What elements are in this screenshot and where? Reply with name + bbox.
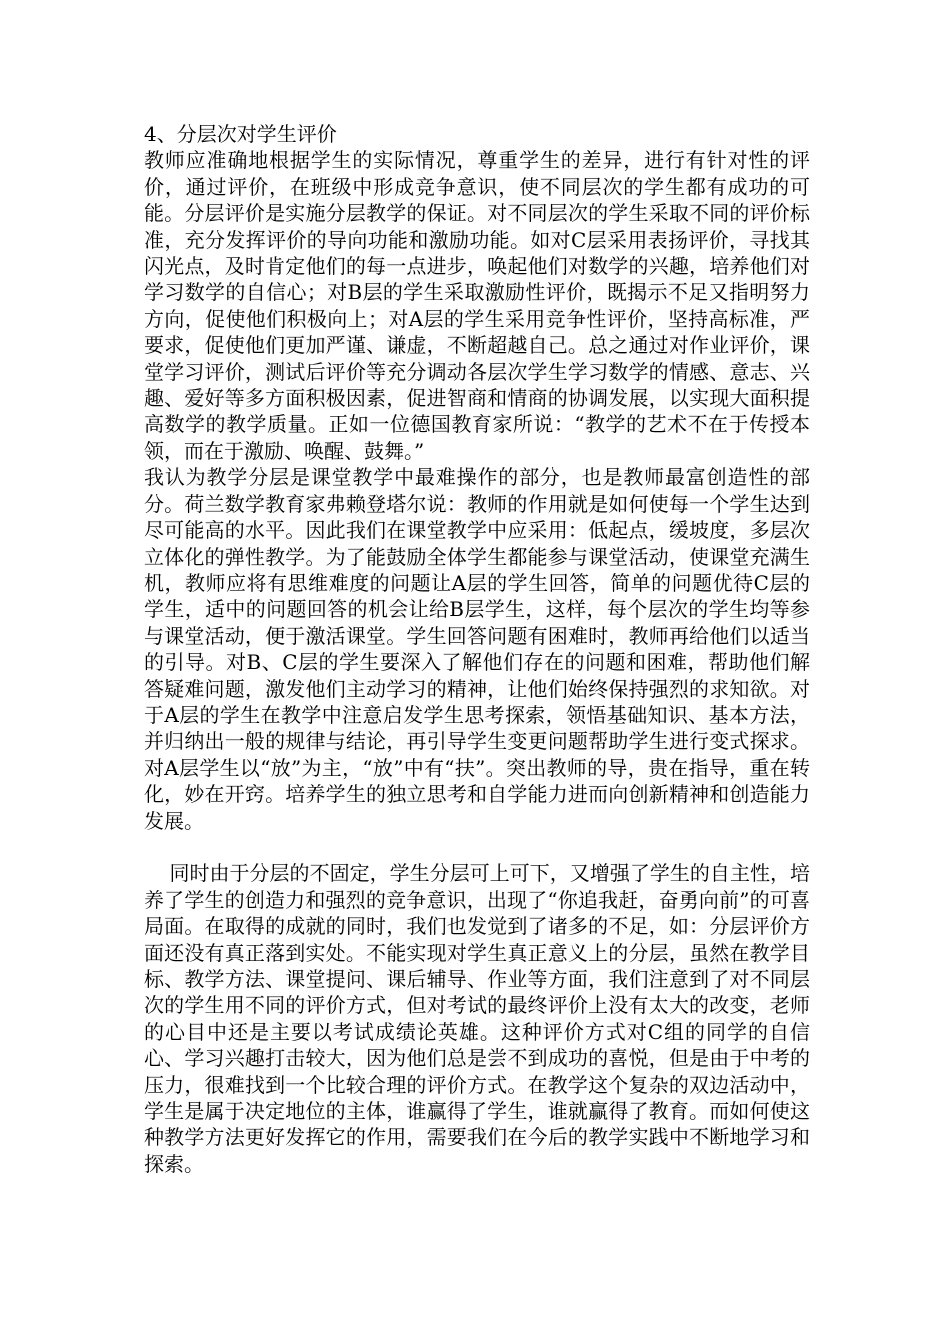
section-heading: 4、分层次对学生评价 bbox=[144, 122, 337, 146]
paragraph-spacer bbox=[144, 834, 810, 860]
paragraph-layered-teaching: 我认为教学分层是课堂教学中最难操作的部分，也是教师最富创造性的部分。荷兰数学教育家弗赖登塔尔说：教师的作用就是如何使每一个学生达到尽可能高的水平。因此我们在课堂教学中应采用：低起点，缓坡度，多层次立体化的弹性教学。为了能鼓励全体学生都能参与课堂活动，使课堂充满生机，教师应将有思维难度的问题让A层的学生回答，简单的问题优待C层的学生，适中的问题回答的机会让给B层学生，这样，每个层次的学生均等参与课堂活动，便于激活课堂。学生回答问题有困难时，教师再给他们以适当的引导。对B、C层的学生要深入了解他们存在的问题和困难，帮助他们解答疑难问题，激发他们主动学习的精神，让他们始终保持强烈的求知欲。对于A层的学生在教学中注意启发学生思考探索，领悟基础知识、基本方法，并归纳出一般的规律与结论，再引导学生变更问题帮助学生进行变式探求。对A层学生以“放”为主，“放”中有“扶”。突出教师的导，贵在指导，重在转化，妙在开窍。培养学生的独立思考和自学能力进而向创新精神和创造能力发展。 bbox=[144, 465, 810, 833]
document-body bbox=[144, 121, 810, 1177]
paragraph-reflection: 同时由于分层的不固定，学生分层可上可下，又增强了学生的自主性，培养了学生的创造力和强烈的竞争意识，出现了“你追我赶，奋勇向前”的可喜局面。在取得的成就的同时，我们也发觉到了诸多的不足，如：分层评价方面还没有真正落到实处。不能实现对学生真正意义上的分层，虽然在教学目标、教学方法、课堂提问、课后辅导、作业等方面，我们注意到了对不同层次的学生用不同的评价方式，但对考试的最终评价上没有太大的改变，老师的心目中还是主要以考试成绩论英雄。这种评价方式对C组的同学的自信心、学习兴趣打击较大，因为他们总是尝不到成功的喜悦，但是由于中考的压力，很难找到一个比较合理的评价方式。在教学这个复杂的双边活动中，学生是属于决定地位的主体，谁赢得了学生，谁就赢得了教育。而如何使这种教学方法更好发挥它的作用，需要我们在今后的教学实践中不断地学习和探索。 bbox=[144, 861, 810, 1176]
paragraph-layered-evaluation: 教师应准确地根据学生的实际情况，尊重学生的差异，进行有针对性的评价，通过评价，在班级中形成竞争意识，使不同层次的学生都有成功的可能。分层评价是实施分层教学的保证。对不同层次的学生采取不同的评价标准，充分发挥评价的导向功能和激励功能。如对C层采用表扬评价，寻找其闪光点，及时肯定他们的每一点进步，唤起他们对数学的兴趣，培养他们对学习数学的自信心；对B层的学生采取激励性评价，既揭示不足又指明努力方向，促使他们积极向上；对A层的学生采用竞争性评价，坚持高标准，严要求，促使他们更加严谨、谦虚，不断超越自己。总之通过对作业评价，课堂学习评价，测试后评价等充分调动各层次学生学习数学的情感、意志、兴趣、爱好等多方面积极因素，促进智商和情商的协调发展，以实现大面积提高数学的教学质量。正如一位德国教育家所说：“教学的艺术不在于传授本领，而在于激励、唤醒、鼓舞。” bbox=[144, 148, 810, 463]
